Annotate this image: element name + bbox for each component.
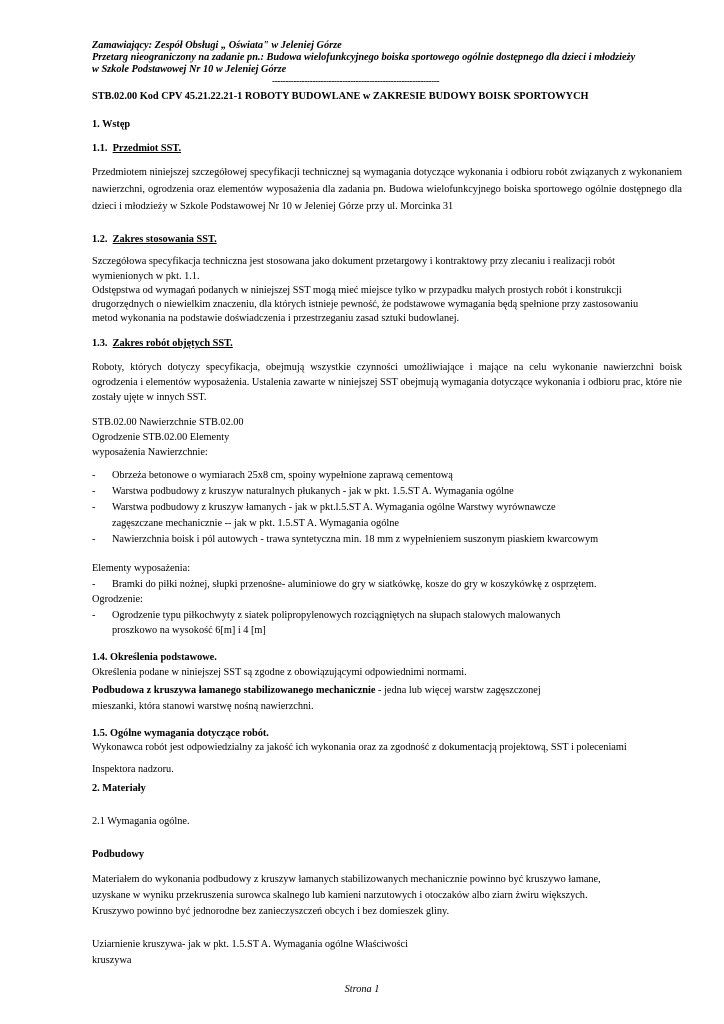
header-school: w Szkole Podstawowej Nr 10 w Jeleniej Górze [92,64,287,76]
scope-list-intro [92,415,682,461]
section-1-2-line: drugorzędnych o niewielkim znaczeniu, dla których istnieje pewność, że podstawowe wymagania będą spełnione przy zastosowaniu [92,299,639,311]
subbase-text [92,872,682,920]
list-item-text: zagęszczane mechanicznie -- jak w pkt. 1.5.ST A. Wymagania ogólne [112,518,399,530]
section-1-2-number: 1.2. [92,234,108,246]
section-2-heading: 2. Materiały [92,782,146,794]
list-item [92,577,682,593]
section-1-2-title: Zakres stosowania SST. [112,234,217,246]
section-1-heading: 1. Wstęp [92,118,131,130]
section-1-5-heading: 1.5. Ogólne wymagania dotyczące robót. [92,728,269,740]
section-1-2-line: metod wykonania na podstawie doświadczenia i przestrzeganiu zasad sztuki budowlanej. [92,313,460,325]
subbase-heading: Podbudowy [92,849,145,861]
section-1-3-heading [92,337,682,351]
list-item [92,500,682,532]
section-1-1-heading [92,142,682,156]
section-1-3-number: 1.3. [92,338,108,350]
header-separator: -------------------------------------------------------------- [272,75,440,86]
list-item [92,608,682,639]
definition-text: - jedna lub więcej warstw zagęszczonej [375,685,541,697]
list-dash: - [92,534,96,546]
section-1-2-text [92,255,682,326]
list-item-text: Warstwa podbudowy z kruszyw naturalnych płukanych - jak w pkt. 1.5.ST A. Wymagania ogólne [112,486,514,498]
section-1-4-line: mieszanki, która stanowi warstwę nośną nawierzchni. [92,701,314,713]
document-page [92,40,682,969]
fence-heading: Ogrodzenie: [92,594,143,606]
section-1-5-line: Wykonawca robót jest odpowiedzialny za jakość ich wykonania oraz za zgodność z dokumentacją projektową, SST i poleceniami [92,742,627,754]
section-1-1-text: Przedmiotem niniejszej szczegółowej specyfikacji technicznej są wymagania dotyczące wykonania i odbioru robót związanych z wykonaniem nawierzchni, ogrodzenia oraz elementów wyposażenia dla zadania pn. Budowa wielofunkcyjnego boiska sportowego ogólnie dostępnego dla dzieci i młodzieży w Szkole Podstawowej Nr 10 w Jeleniej Górze przy ul. Morcinka 31 [92,167,682,213]
section-1-5-text [92,741,682,776]
list-dash: - [92,470,96,482]
surfaces-list [92,468,682,548]
section-1-4-line [92,683,682,699]
section-1-1-number: 1.1. [92,143,108,155]
subbase-line: Materiałem do wykonania podbudowy z kruszyw łamanych stabilizowanych mechanicznie powinno być kruszywo łamane, [92,874,601,886]
header-ordering-party: Zamawiający: Zespół Obsługi „ Oświata" w Jeleniej Górze [92,40,342,51]
list-dash: - [92,486,96,498]
section-1-3-title: Zakres robót objętych SST. [112,338,233,350]
equipment-heading: Elementy wyposażenia: [92,563,191,575]
grading-text [92,937,682,969]
list-dash: - [92,502,96,514]
section-1-1-title: Przedmiot SST. [112,143,182,155]
document-title: STB.02.00 Kod CPV 45.21.22.21-1 ROBOTY BUDOWLANE w ZAKRESIE BUDOWY BOISK SPORTOWYCH [92,90,589,102]
header-tender-name: Przetarg nieograniczony na zadanie pn.: Budowa wielofunkcyjnego boiska sportowego ogólnie dostępnego dla dzieci i młodzieży [92,52,636,64]
grading-line: kruszywa [92,955,132,967]
list-item-text: Nawierzchnia boisk i pól autowych - trawa syntetyczna min. 18 mm z wypełnieniem suszonym piaskiem kwarcowym [112,534,599,546]
scope-list-line: Ogrodzenie STB.02.00 Elementy [92,431,230,443]
equipment-block [92,561,682,639]
list-item-text: Obrzeża betonowe o wymiarach 25x8 cm, spoiny wypełnione zaprawą cementową [112,470,453,482]
section-1-5-line: Inspektora nadzoru. [92,763,174,775]
section-1-3-text: Roboty, których dotyczy specyfikacja, obejmują wszystkie czynności umożliwiające i mające na celu wykonanie nawierzchni boisk ogrodzenia i elementów wyposażenia. Ustalenia zawarte w niniejszej SST obejmują wymagania dotyczące wykonania i odbioru prac, które nie zostały ujęte w innych SST. [92,361,682,404]
scope-list-line: wyposażenia Nawierzchnie: [92,447,208,459]
section-1-2-heading [92,233,682,247]
page-number: Strona 1 [344,984,380,995]
list-item-text: proszkowo na wysokość 6[m] i 4 [m] [112,625,266,637]
section-1-2-line: wymienionych w pkt. 1.1. [92,270,200,282]
header-block [92,40,682,85]
subbase-line: Kruszywo powinno być jednorodne bez zanieczyszczeń obcych i bez domieszek gliny. [92,906,450,918]
section-1-4-line: Określenia podane w niniejszej SST są zgodne z obowiązującymi odpowiednimi normami. [92,667,467,679]
definition-term: Podbudowa z kruszywa łamanego stabilizowanego mechanicznie [92,685,376,697]
list-item [92,484,682,500]
section-1-4-text [92,665,682,715]
list-dash: - [92,609,96,621]
section-2-1-heading: 2.1 Wymagania ogólne. [92,815,190,827]
section-1-2-line: Odstępstwa od wymagań podanych w niniejszej SST mogą mieć miejsce tylko w przypadku małych prostych robót i konstrukcji [92,284,622,296]
list-item [92,532,682,548]
list-item [92,468,682,484]
scope-list-line: STB.02.00 Nawierzchnie STB.02.00 [92,416,244,428]
section-1-2-line: Szczegółowa specyfikacja techniczna jest stosowana jako dokument przetargowy i kontraktowy przy zlecaniu i realizacji robót [92,256,616,268]
grading-line: Uziarnienie kruszywa- jak w pkt. 1.5.ST A. Wymagania ogólne Właściwości [92,939,408,951]
subbase-line: uzyskane w wyniku przekruszenia surowca skalnego lub kamieni narzutowych i otoczaków albo ziarn żwiru większych. [92,890,588,902]
list-item-text: Ogrodzenie typu piłkochwyty z siatek polipropylenowych rozciągniętych na słupach stalowych malowanych [112,609,561,621]
list-dash: - [92,578,96,590]
list-item-text: Warstwa podbudowy z kruszyw łamanych - jak w pkt.l.5.ST A. Wymagania ogólne Warstwy wyrównawcze [112,502,556,514]
list-item-text: Bramki do piłki nożnej, słupki przenośne- aluminiowe do gry w siatkówkę, kosze do gry w koszykówkę z osprzętem. [112,578,597,590]
section-1-4-heading: 1.4. Określenia podstawowe. [92,651,217,663]
